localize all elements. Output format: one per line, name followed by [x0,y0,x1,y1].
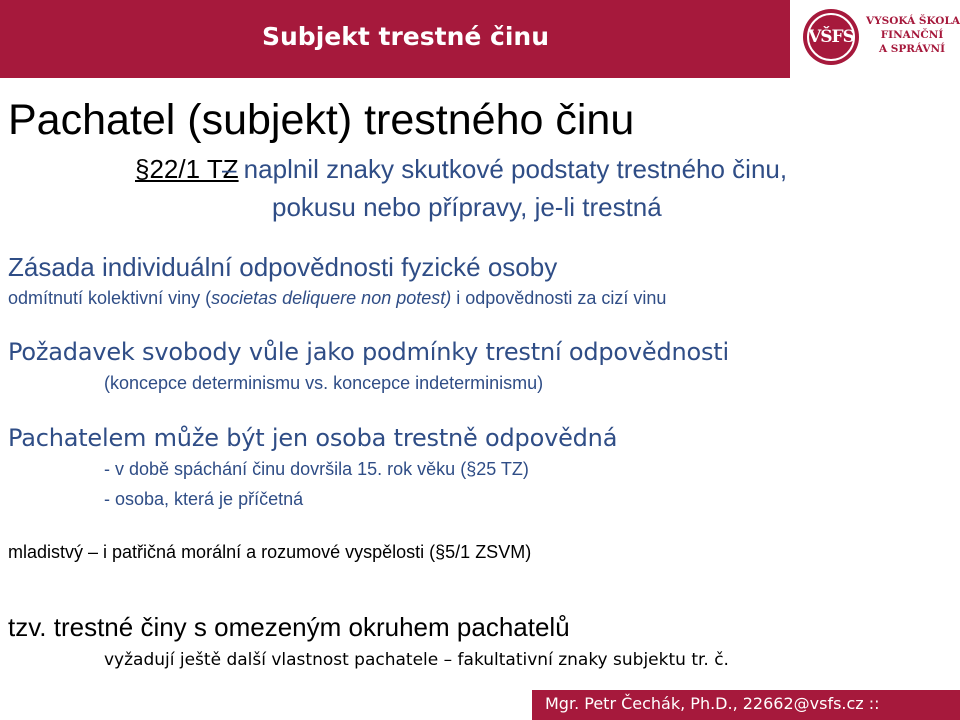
sub-1-post: i odpovědnosti za cizí vinu [451,288,667,308]
heading-free-will: Požadavek svobody vůle jako podmínky trestní odpovědnosti [8,338,729,366]
sub-1-latin: societas deliquere non potest) [211,288,452,308]
sub-collective-guilt [8,288,666,309]
law-text-line-1: – naplnil znaky skutkové podstaty trestného činu, [222,154,788,184]
law-reference: §22/1 TZ [135,154,239,184]
sub-determinism: (koncepce determinismu vs. koncepce indeterminismu) [104,373,544,393]
school-name [866,14,958,56]
sub-sanity-requirement: - osoba, která je příčetná [104,489,304,509]
logo-monogram: VŠFS [807,13,855,61]
heading-individual-responsibility: Zásada individuální odpovědnosti fyzické osoby [8,252,558,282]
slide-title: Pachatel (subjekt) trestného činu [8,96,635,144]
sub-optional-features: vyžadují ještě další vlastnost pachatele – fakultativní znaky subjektu tr. č. [104,650,729,670]
footer-author: Mgr. Petr Čechák, Ph.D., 22662@vsfs.cz :: [545,694,880,713]
school-logo-icon [803,9,859,65]
school-name-line-1: VYSOKÁ ŠKOLA [866,15,960,27]
sub-age-requirement: - v době spáchání činu dovršila 15. rok věku (§25 TZ) [104,459,529,479]
school-name-line-3: A SPRÁVNÍ [878,43,946,55]
sub-1-pre: odmítnutí kolektivní viny ( [8,288,212,308]
header-title: Subjekt trestné činu [262,22,550,51]
heading-limited-offenders: tzv. trestné činy s omezeným okruhem pachatelů [8,612,570,642]
juvenile-note: mladistvý – i patřičná morální a rozumové vyspělosti (§5/1 ZSVM) [8,542,532,562]
heading-criminally-responsible: Pachatelem může být jen osoba trestně odpovědná [8,424,618,452]
school-name-line-2: FINANČNÍ [880,29,944,41]
law-text-line-2: pokusu nebo přípravy, je-li trestná [272,192,662,222]
